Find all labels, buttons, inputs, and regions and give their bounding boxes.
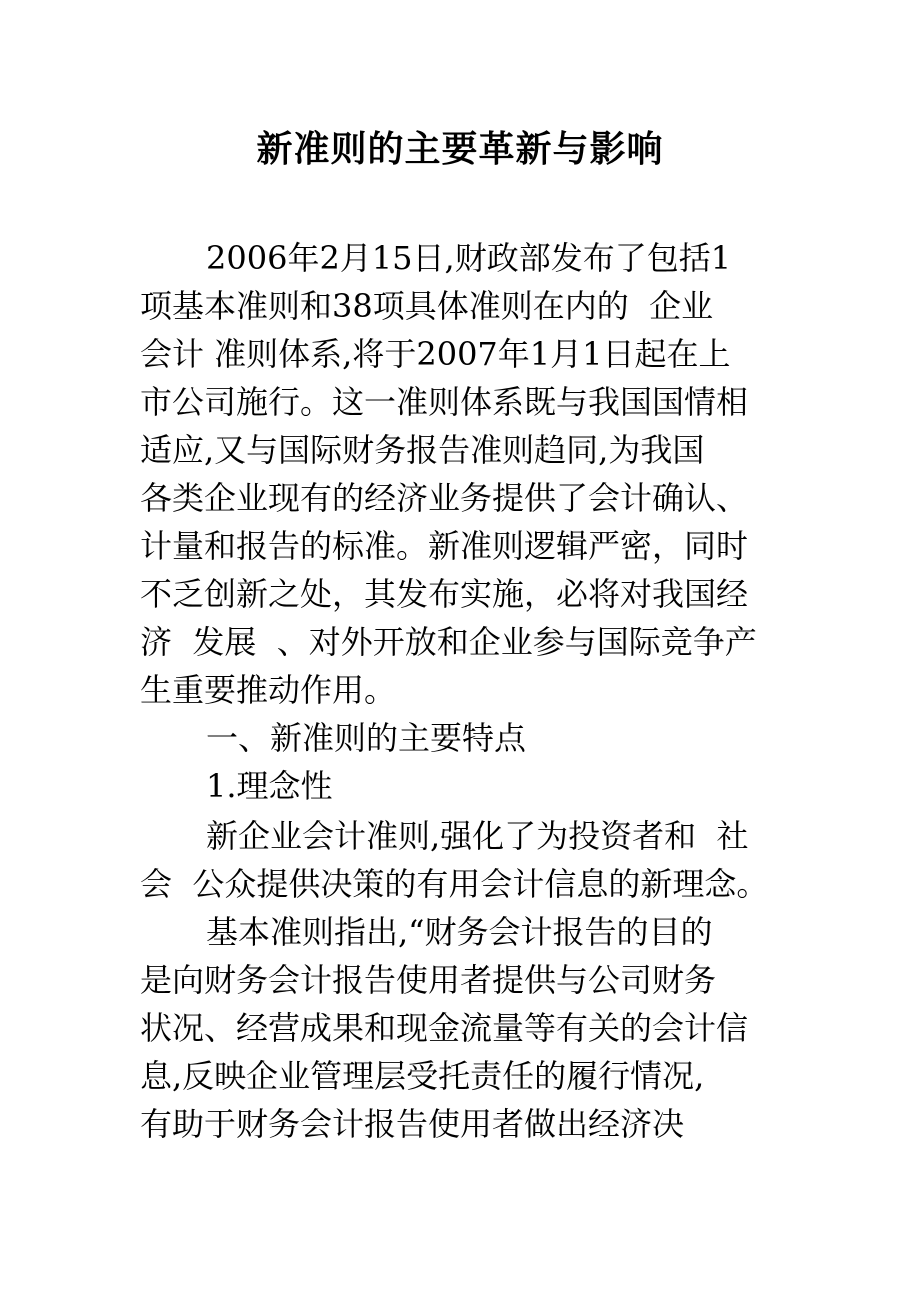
- paragraph-line: 计量和报告的标准。新准则逻辑严密，同时: [140, 527, 749, 565]
- paragraph-line: 济 发展 、对外开放和企业参与国际竞争产: [140, 623, 757, 661]
- paragraph-line: 各类企业现有的经济业务提供了会计确认、: [140, 479, 749, 517]
- paragraph-line: 2006年2月15日,财政部发布了包括1: [206, 239, 732, 277]
- paragraph-line: 项基本准则和38项具体准则在内的 企业: [140, 287, 714, 325]
- paragraph-line: 生重要推动作用。: [140, 671, 397, 709]
- paragraph-line: 会计 准则体系,将于2007年1月1日起在上: [140, 335, 731, 373]
- page-title: 新准则的主要革新与影响: [256, 128, 664, 170]
- paragraph-line: 新企业会计准则,强化了为投资者和 社: [206, 817, 749, 855]
- paragraph-line: 有助于财务会计报告使用者做出经济决: [140, 1105, 685, 1143]
- paragraph-line: 不乏创新之处，其发布实施，必将对我国经: [140, 575, 749, 613]
- subsection-heading: 1.理念性: [206, 767, 333, 805]
- paragraph-line: 会 公众提供决策的有用会计信息的新理念。: [140, 865, 769, 903]
- paragraph-line: 适应,又与国际财务报告准则趋同,为我国: [140, 431, 705, 469]
- paragraph-line: 是向财务会计报告使用者提供与公司财务: [140, 961, 717, 999]
- paragraph-line: 息,反映企业管理层受托责任的履行情况,: [140, 1057, 705, 1095]
- paragraph-line: 状况、经营成果和现金流量等有关的会计信: [140, 1009, 749, 1047]
- paragraph-line: 基本准则指出,“财务会计报告的目的: [206, 913, 713, 951]
- section-heading: 一、新准则的主要特点: [206, 719, 527, 757]
- paragraph-line: 市公司施行。这一准则体系既与我国国情相: [140, 383, 749, 421]
